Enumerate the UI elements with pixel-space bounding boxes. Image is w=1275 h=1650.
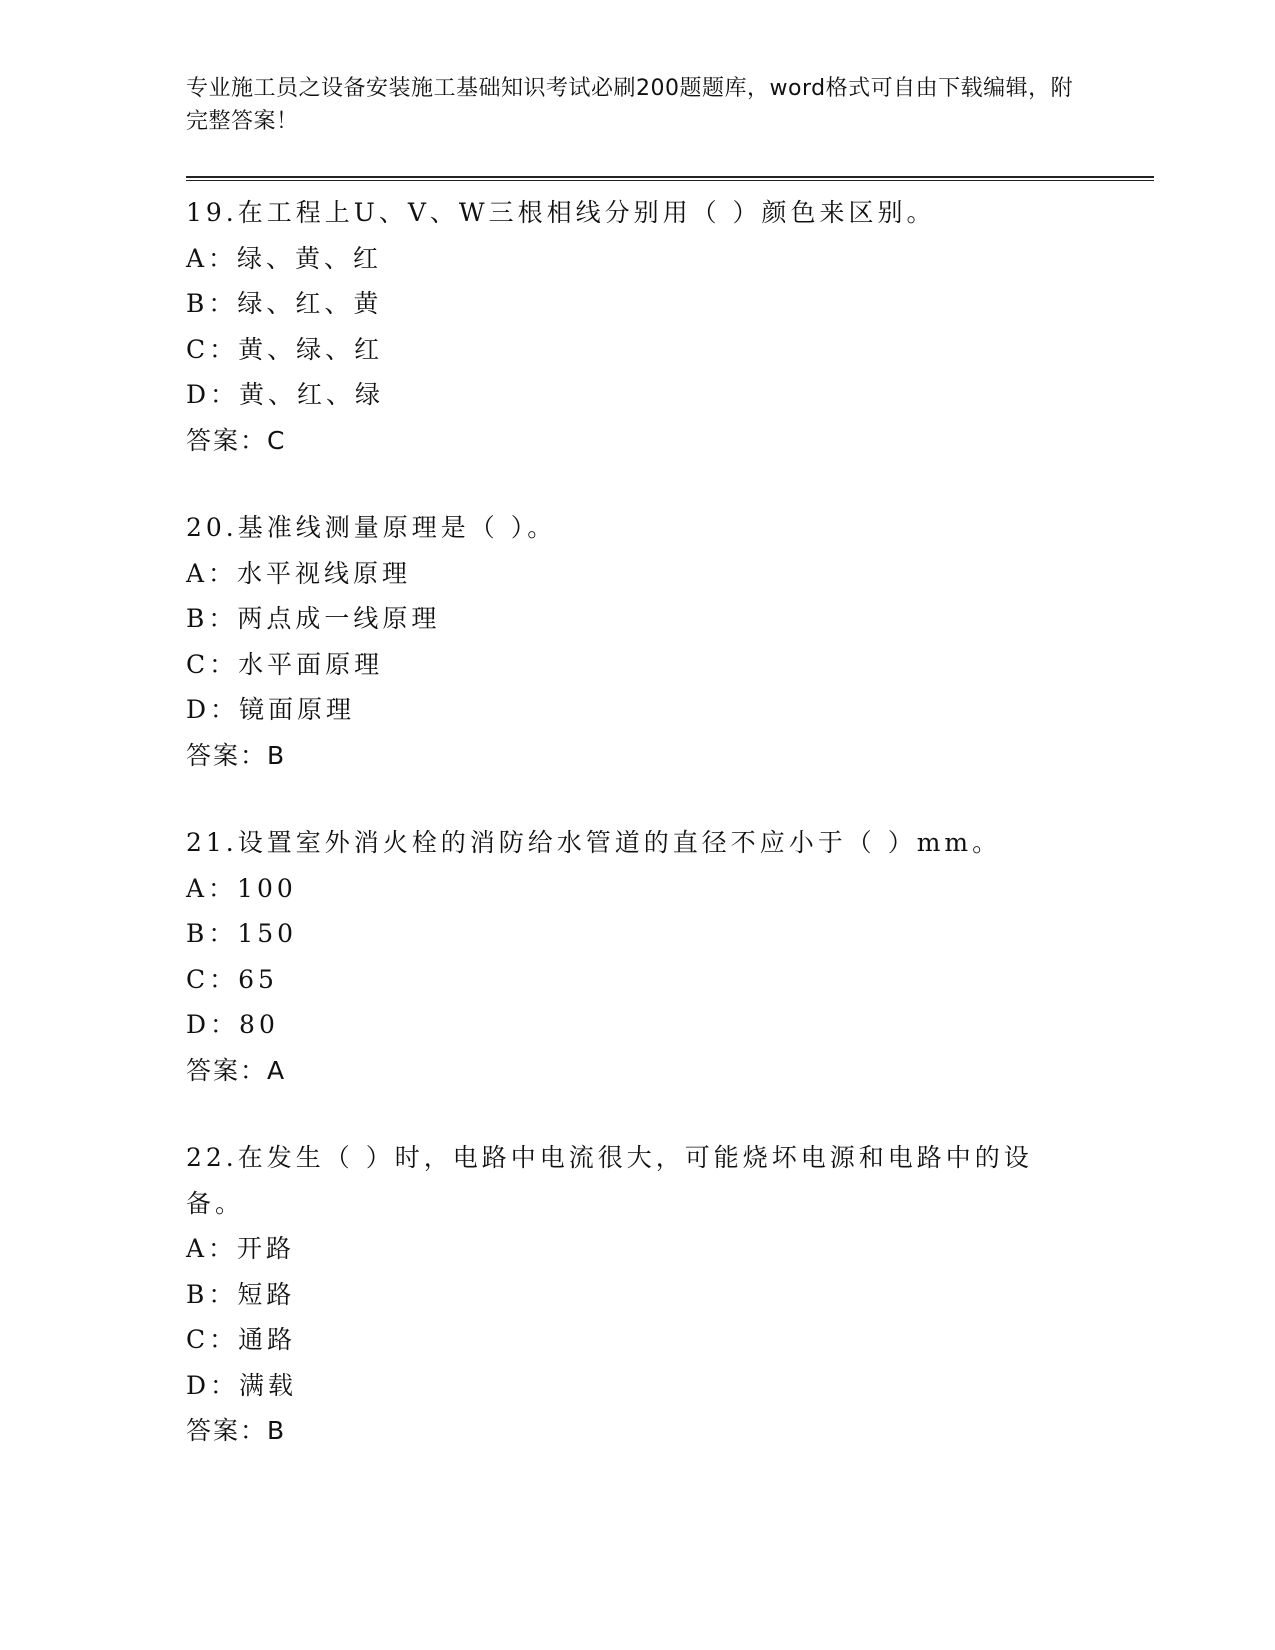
option-d: D：80: [186, 1010, 279, 1039]
answer: 答案：B: [186, 740, 287, 770]
option-a: A：水平视线原理: [186, 558, 412, 588]
answer: 答案：C: [186, 425, 287, 455]
question-stem: 22.在发生（ ）时，电路中电流很大，可能烧坏电源和电路中的设备。: [186, 1143, 1033, 1218]
question-stem: 20.基准线测量原理是（ ）。: [186, 513, 557, 542]
option-b: B：绿、红、黄: [186, 289, 383, 318]
option-c: C：通路: [186, 1325, 297, 1354]
option-b: B：短路: [186, 1279, 296, 1309]
question-21: [186, 820, 1146, 1093]
option-d: D：镜面原理: [186, 695, 356, 724]
question-list: [186, 190, 1146, 1496]
document-title: 专业施工员之设备安装施工基础知识考试必刷200题题库，word格式可自由下载编辑，附完整答案！: [186, 76, 1074, 134]
option-c: C：黄、绿、红: [186, 334, 384, 364]
answer: 答案：A: [186, 1055, 287, 1085]
option-b: B：150: [186, 919, 298, 948]
option-a: A：开路: [186, 1234, 296, 1263]
header-divider: [186, 176, 1154, 181]
question-stem: 19.在工程上U、V、W三根相线分别用（ ）颜色来区别。: [186, 198, 936, 227]
option-d: D：黄、红、绿: [186, 380, 385, 409]
option-c: C：65: [186, 964, 278, 994]
question-19: [186, 190, 1146, 463]
document-header: [186, 72, 1086, 138]
option-b: B：两点成一线原理: [186, 604, 441, 633]
question-stem: 21.设置室外消火栓的消防给水管道的直径不应小于（ ）mm。: [186, 828, 1002, 857]
option-a: A：绿、黄、红: [186, 243, 383, 273]
answer: 答案：B: [186, 1416, 287, 1445]
option-d: D：满载: [186, 1370, 298, 1400]
question-22: [186, 1135, 1146, 1454]
question-20: [186, 505, 1146, 778]
option-c: C：水平面原理: [186, 649, 384, 679]
option-a: A：100: [186, 873, 297, 903]
